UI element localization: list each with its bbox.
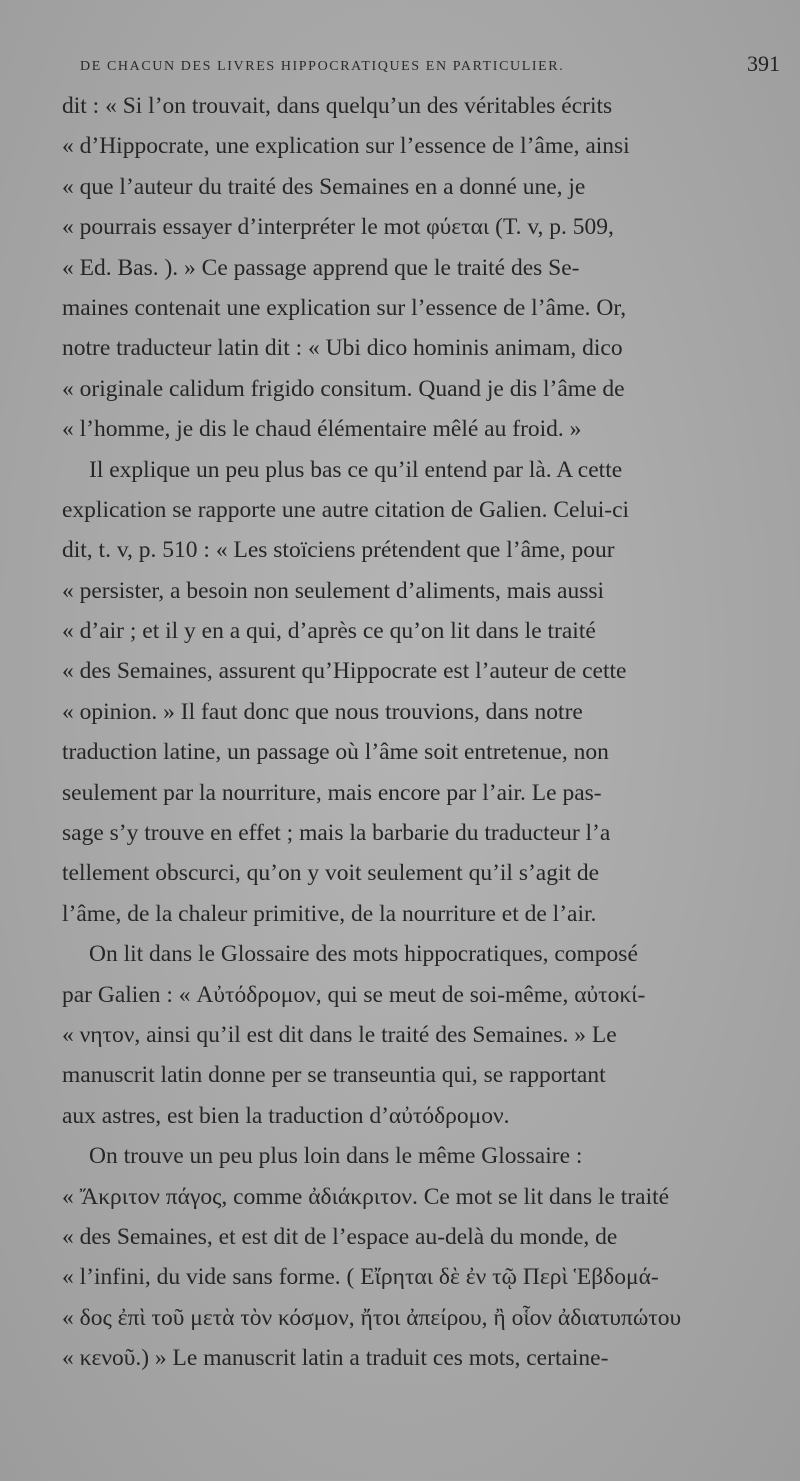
text-line [62,1055,780,1095]
text-line [62,853,780,893]
text-line [62,1177,780,1217]
text-line-content: seulement par la nourriture, mais encore par l’air. Le pas- [62,779,602,806]
text-line-content: traduction latine, un passage où l’âme soit entretenue, non [62,739,609,766]
page-number: 391 [747,51,780,76]
text-line [62,1217,780,1257]
text-line-content: l’âme, de la chaleur primitive, de la nourriture et de l’air. [62,900,597,927]
text-line-content: « originale calidum frigido consitum. Quand je dis l’âme de [62,375,625,402]
text-line-content: tellement obscurci, qu’on y voit seulement qu’il s’agit de [62,860,600,887]
text-line-content: « l’infini, du vide sans forme. ( Εἴρηται δὲ ἐν τῷ Περὶ Ἑβδομά- [62,1264,659,1291]
text-line-content: notre traducteur latin dit : « Ubi dico hominis animam, dico [62,335,623,362]
text-line-content: « des Semaines, assurent qu’Hippocrate est l’auteur de cette [62,658,627,685]
text-line [62,369,780,409]
text-line [62,409,780,449]
text-line-content: sage s’y trouve en effet ; mais la barbarie du traducteur l’a [62,820,611,847]
text-line-content: « persister, a besoin non seulement d’aliments, mais aussi [62,577,605,604]
text-line-content: « que l’auteur du traité des Semaines en a donné une, je [62,173,586,200]
text-line-content: « pourrais essayer d’interpréter le mot φύεται (T. v, p. 509, [62,214,614,241]
text-line [62,248,780,288]
text-line [62,894,780,934]
text-line-content: par Galien : « Αὐτόδρομον, qui se meut de soi-même, αὐτοκί- [62,981,646,1008]
text-line [62,1136,780,1176]
text-line [62,934,780,974]
text-line-content: « Ed. Bas. ). » Ce passage apprend que le traité des Se- [62,254,580,281]
text-line [62,167,780,207]
text-line-content: « des Semaines, et est dit de l’espace au-delà du monde, de [62,1223,618,1250]
text-line-content: maines contenait une explication sur l’essence de l’âme. Or, [62,294,627,321]
text-line [62,813,780,853]
text-line [62,1257,780,1297]
text-line [62,490,780,530]
text-line-content: « d’air ; et il y en a qui, d’après ce qu’on lit dans le traité [62,618,596,645]
text-line-content: aux astres, est bien la traduction d’αὐτόδρομον. [62,1102,510,1129]
text-line-content: « δος ἐπὶ τοῦ μετὰ τὸν κόσμον, ἤτοι ἀπείρου, ἢ οἷον ἀδιατυπώτου [62,1304,682,1331]
text-line [62,1298,780,1338]
text-line [62,773,780,813]
text-line-content: On trouve un peu plus loin dans le même Glossaire : [89,1143,583,1170]
text-line-content: « Ἄκριτον πάγος, comme ἀδιάκριτον. Ce mot se lit dans le traité [62,1183,670,1210]
text-line-content: explication se rapporte une autre citation de Galien. Celui-ci [62,496,630,523]
text-line [62,86,780,126]
text-line-content: Il explique un peu plus bas ce qu’il entend par là. A cette [89,456,623,483]
text-line [62,207,780,247]
running-head [80,49,780,79]
text-line-content: « νητον, ainsi qu’il est dit dans le traité des Semaines. » Le [62,1021,617,1048]
text-line [62,288,780,328]
text-line [62,571,780,611]
text-line [62,1096,780,1136]
text-line [62,1015,780,1055]
body-text [62,86,780,1379]
text-line [62,975,780,1015]
text-line-content: « opinion. » Il faut donc que nous trouvions, dans notre [62,698,583,725]
text-line [62,328,780,368]
text-line [62,732,780,772]
text-line [62,692,780,732]
text-line [62,126,780,166]
running-title: DE CHACUN DES LIVRES HIPPOCRATIQUES EN PARTICULIER. [80,59,565,74]
text-line [62,651,780,691]
text-line [62,1338,780,1378]
text-line-content: « d’Hippocrate, une explication sur l’essence de l’âme, ainsi [62,133,630,160]
text-line [62,530,780,570]
text-line-content: dit, t. v, p. 510 : « Les stoïciens prétendent que l’âme, pour [62,537,615,564]
text-line-content: « l’homme, je dis le chaud élémentaire mêlé au froid. » [62,416,582,443]
text-line-content: On lit dans le Glossaire des mots hippocratiques, composé [89,941,638,968]
text-line [62,450,780,490]
text-line [62,611,780,651]
text-line-content: manuscrit latin donne per se transeuntia qui, se rapportant [62,1062,606,1089]
text-line-content: « κενοῦ.) » Le manuscrit latin a traduit ces mots, certaine- [62,1345,609,1372]
text-line-content: dit : « Si l’on trouvait, dans quelqu’un des véritables écrits [62,93,613,119]
